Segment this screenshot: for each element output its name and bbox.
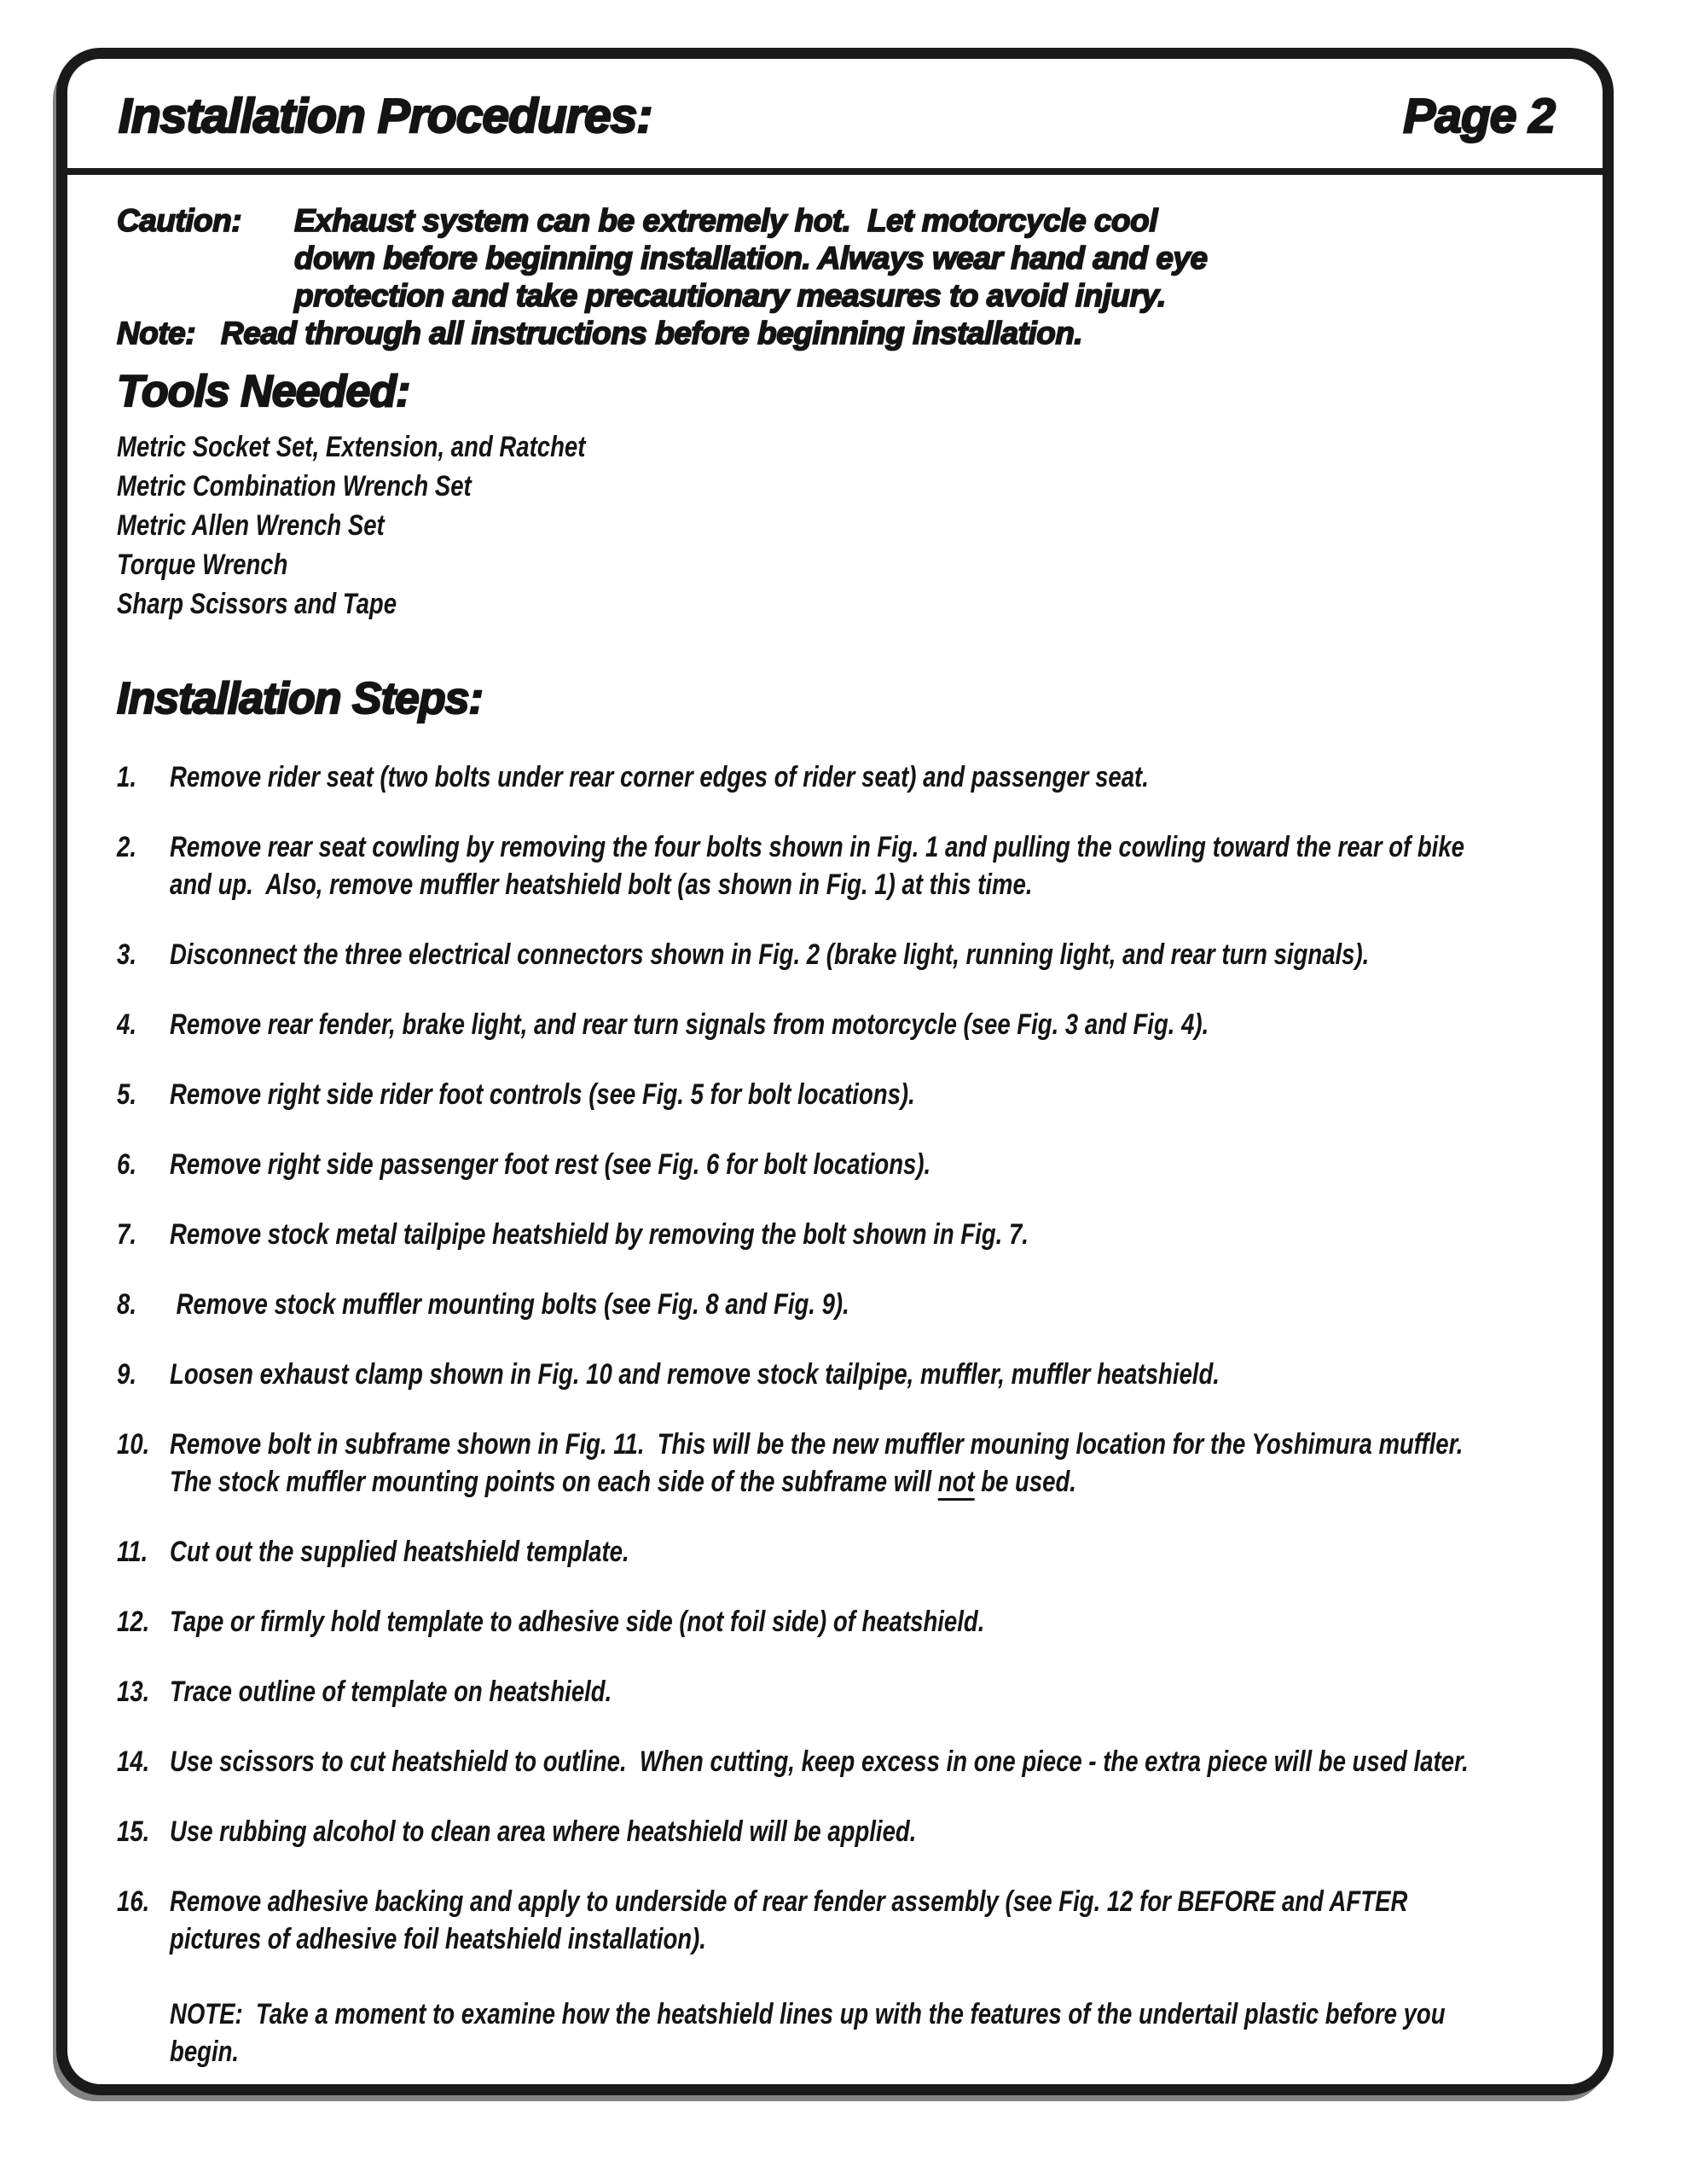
step-number: 4. (117, 1008, 136, 1041)
step-number: 11. (117, 1536, 148, 1568)
tool-item: Metric Allen Wrench Set (117, 509, 385, 542)
caution-line-1 (117, 202, 1557, 240)
caution-line-2: down before beginning installation. Always wear hand and eye (294, 241, 1208, 276)
step-item (117, 1883, 1557, 1958)
note-label: Note: (117, 316, 196, 351)
step-line-segment: be used. (974, 1466, 1076, 1498)
step-number: 13. (117, 1676, 150, 1708)
step-item (117, 1743, 1557, 1780)
step-line (170, 1463, 1293, 1501)
step-item (117, 1603, 1557, 1641)
step-item (117, 1216, 1557, 1253)
step-item (117, 1673, 1557, 1711)
note-text: Read through all instructions before beginning installation. (221, 316, 1083, 351)
step-text (170, 936, 1557, 973)
page-number: Page 2 (1403, 89, 1555, 143)
step-text (170, 828, 1557, 903)
steps-list (117, 758, 1557, 1958)
step-line: Remove right side rider foot controls (see Fig. 5 for bolt locations). (170, 1078, 915, 1111)
step-number: 9. (117, 1358, 136, 1391)
page-body (67, 175, 1603, 2071)
caution-line-3: protection and take precautionary measures to avoid injury. (294, 278, 1166, 313)
step-line: Use scissors to cut heatshield to outline. When cutting, keep excess in one piece - the extra piece will be used later. (170, 1745, 1469, 1778)
step-line: Remove adhesive backing and apply to underside of rear fender assembly (see Fig. 12 for BEFORE and AFTER (170, 1885, 1408, 1918)
step-number: 3. (117, 938, 136, 971)
step-text (170, 1533, 1557, 1571)
step-item (117, 1356, 1557, 1393)
step-number: 10. (117, 1428, 150, 1461)
step-item (117, 1146, 1557, 1183)
page-title: Installation Procedures: (119, 89, 652, 143)
page-header (67, 59, 1603, 175)
step-item (117, 758, 1557, 796)
step-item (117, 828, 1557, 903)
tools-list (117, 427, 1557, 624)
step-line: Trace outline of template on heatshield. (170, 1676, 612, 1708)
step-text (170, 1006, 1557, 1043)
step-number: 12. (117, 1606, 150, 1638)
step-number: 7. (117, 1218, 136, 1251)
step-number: 16. (117, 1885, 150, 1918)
step-number: 1. (117, 761, 136, 793)
step-item (117, 1286, 1557, 1323)
caution-label: Caution: (117, 203, 242, 238)
steps-heading: Installation Steps: (117, 674, 483, 723)
step-item (117, 1006, 1557, 1043)
step-line: and up. Also, remove muffler heatshield bolt (as shown in Fig. 1) at this time. (170, 868, 1033, 901)
caution-text-1: Exhaust system can be extremely hot. Let motorcycle cool (294, 203, 1157, 238)
step-line: Remove rear fender, brake light, and rear turn signals from motorcycle (see Fig. 3 and Fig. 4). (170, 1008, 1209, 1041)
step-line: Use rubbing alcohol to clean area where heatshield will be applied. (170, 1815, 917, 1848)
tools-heading: Tools Needed: (117, 367, 410, 416)
step-text (170, 1356, 1557, 1393)
underlined-word: not (938, 1466, 975, 1501)
step-text (170, 1216, 1557, 1253)
step-item (117, 1533, 1557, 1571)
step-number: 8. (117, 1288, 136, 1321)
footnote-line: NOTE: Take a moment to examine how the heatshield lines up with the features of the undertail plastic before you (170, 1998, 1446, 2030)
tool-item: Torque Wrench (117, 549, 288, 581)
step-number: 15. (117, 1815, 150, 1848)
step-line: pictures of adhesive foil heatshield installation). (170, 1923, 706, 1955)
step-number: 5. (117, 1078, 136, 1111)
step-item (117, 1076, 1557, 1113)
step-item (117, 1426, 1557, 1501)
step-text (170, 1743, 1557, 1780)
step-line-segment: The stock muffler mounting points on each side of the subframe will (170, 1466, 938, 1498)
tool-item: Metric Combination Wrench Set (117, 470, 472, 502)
step-line: Disconnect the three electrical connectors shown in Fig. 2 (brake light, running light, and rear turn signals). (170, 938, 1370, 971)
step-text (170, 1426, 1557, 1501)
step-line: Loosen exhaust clamp shown in Fig. 10 and remove stock tailpipe, muffler, muffler heatshield. (170, 1358, 1220, 1391)
step-item (117, 1813, 1557, 1850)
tool-item: Metric Socket Set, Extension, and Ratchet (117, 431, 586, 463)
caution-block (117, 202, 1557, 352)
step-text (170, 1603, 1557, 1641)
step-number: 2. (117, 831, 136, 863)
step-line: Remove right side passenger foot rest (see Fig. 6 for bolt locations). (170, 1148, 931, 1181)
step-text (170, 1883, 1557, 1958)
step-line: Tape or firmly hold template to adhesive side (not foil side) of heatshield. (170, 1606, 985, 1638)
step-line: Cut out the supplied heatshield template. (170, 1536, 629, 1568)
step-line: Remove stock muffler mounting bolts (see Fig. 8 and Fig. 9). (170, 1288, 849, 1321)
step-text (170, 1286, 1557, 1323)
step-text (170, 758, 1557, 796)
note-line (117, 315, 1557, 352)
step-line: Remove rider seat (two bolts under rear corner edges of rider seat) and passenger seat. (170, 761, 1149, 793)
footnote-block (117, 1995, 1557, 2071)
step-number: 14. (117, 1745, 150, 1778)
step-text (170, 1673, 1557, 1711)
step-text (170, 1813, 1557, 1850)
step-text (170, 1146, 1557, 1183)
step-line: Remove rear seat cowling by removing the four bolts shown in Fig. 1 and pulling the cowling toward the rear of bike (170, 831, 1464, 863)
footnote-line: begin. (170, 2036, 240, 2068)
step-line: Remove bolt in subframe shown in Fig. 11. This will be the new muffler mouning location for the Yoshimura muffler. (170, 1428, 1464, 1461)
page-frame (56, 48, 1614, 2095)
step-number: 6. (117, 1148, 136, 1181)
tool-item: Sharp Scissors and Tape (117, 588, 397, 620)
step-text (170, 1076, 1557, 1113)
step-item (117, 936, 1557, 973)
step-line: Remove stock metal tailpipe heatshield by removing the bolt shown in Fig. 7. (170, 1218, 1029, 1251)
